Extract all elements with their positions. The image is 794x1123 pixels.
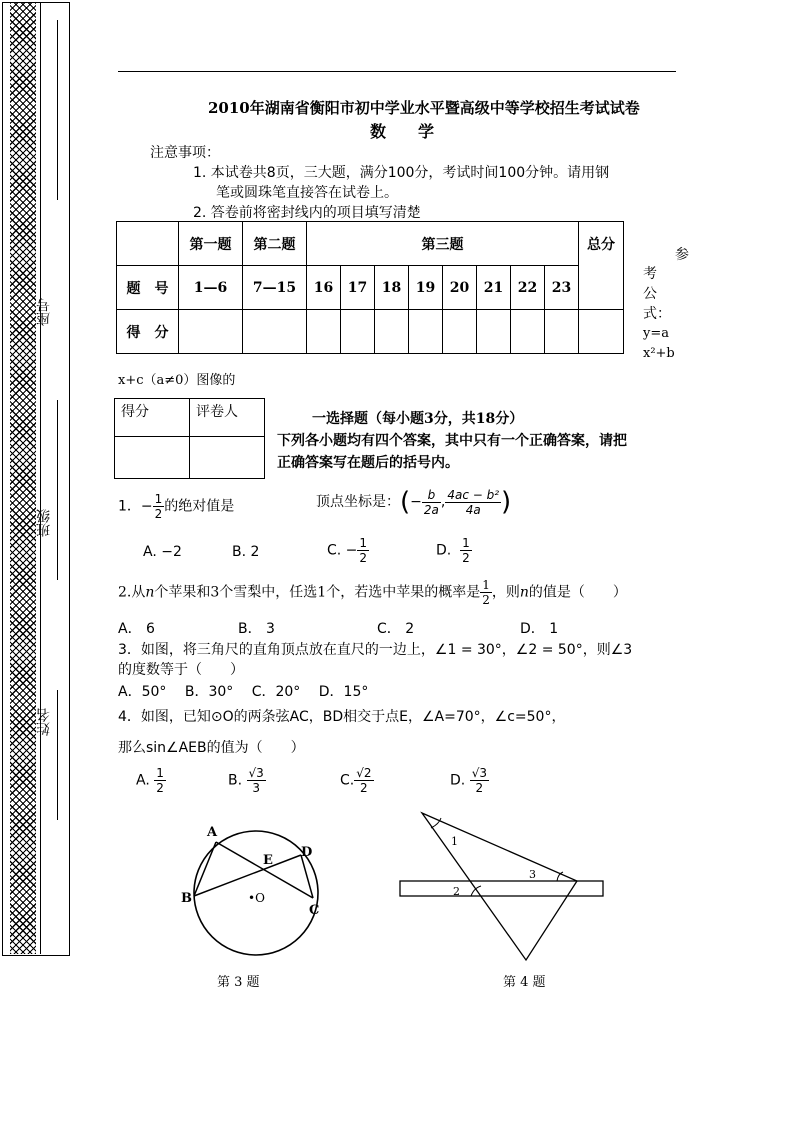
q4-option-a: A. $\frac{1}{2}$	[136, 766, 164, 795]
label-d: D	[301, 845, 313, 860]
q1-option-b: B. 2	[232, 544, 260, 560]
q1-sign: −	[140, 498, 153, 515]
number-cell: 7—15	[243, 266, 307, 310]
circle-figure	[170, 818, 340, 963]
q2-stem: 2.从n个苹果和3个雪梨中，任选1个，若选中苹果的概率是 $\frac{1}{2}$ ，则n的值是（ ）	[118, 578, 627, 607]
label-c: C	[309, 903, 320, 918]
q2-option-b: B． 3	[238, 621, 275, 637]
number-cell: 22	[511, 266, 545, 310]
seat-label: 座号	[36, 298, 52, 326]
angle-3-arc	[557, 872, 563, 881]
q1-suffix: 的绝对值是	[164, 498, 235, 515]
q1-option-d: D. $\frac{1}{2}$	[436, 536, 470, 565]
ref-eq-1: y=a	[643, 326, 669, 341]
section1-instruction-2: 正确答案写在题后的括号内。	[277, 455, 459, 471]
score-cell	[579, 310, 624, 354]
chord-ac	[216, 842, 313, 898]
exam-title: 2010年湖南省衡阳市初中学业水平暨高级中等学校招生考试试卷	[208, 99, 640, 117]
binding-pattern	[10, 2, 36, 954]
q4-option-c: C. $\frac{√2}{2}$	[340, 766, 372, 795]
grader-score-cell	[115, 437, 190, 479]
label-b: B	[181, 891, 192, 906]
grader-reviewer-label: 评卷人	[190, 399, 265, 437]
class-fill-line	[57, 400, 58, 580]
notes-item1-line1: 1. 本试卷共8页，三大题，满分100分，考试时间100分钟。请用钢	[193, 165, 610, 181]
seat-fill-line	[57, 20, 58, 200]
q2-fraction: $\frac{1}{2}$	[482, 578, 490, 607]
ref-char-gong: 公	[643, 286, 657, 302]
binding-strip	[0, 0, 74, 958]
score-header-part3: 第三题	[307, 222, 579, 266]
q4-option-b: B. $\frac{√3}{3}$	[228, 766, 264, 795]
ref-eq-2: x²+b	[643, 346, 675, 361]
notes-item1-line2: 笔或圆珠笔直接答在试卷上。	[216, 185, 398, 201]
chord-ab	[194, 842, 216, 896]
q2-option-a: A． 6	[118, 621, 155, 637]
q1-option-c: C. − $\frac{1}{2}$	[327, 536, 368, 565]
q3-line-1: 3．如图，将三角尺的直角顶点放在直尺的一边上，∠1 = 30°，∠2 = 50°，则∠3	[118, 642, 633, 658]
score-cell	[307, 310, 341, 354]
score-cell	[477, 310, 511, 354]
q3-options: A．50° B．30° C．20° D．15°	[118, 684, 369, 700]
number-cell: 21	[477, 266, 511, 310]
ref-char-kao: 考	[643, 266, 657, 282]
label-a: A	[207, 825, 218, 840]
label-e: E	[263, 853, 273, 868]
score-cell	[409, 310, 443, 354]
score-cell	[511, 310, 545, 354]
score-header-part2: 第二题	[243, 222, 307, 266]
score-cell	[443, 310, 477, 354]
caption-figure-3: 第 3 题	[217, 975, 260, 990]
grader-table	[114, 398, 265, 479]
q4-line-1: 4．如图，已知⊙O的两条弦AC，BD相交于点E，∠A=70°，∠c=50°，	[118, 709, 566, 725]
score-cell	[341, 310, 375, 354]
number-cell: 18	[375, 266, 409, 310]
score-header-part1: 第一题	[179, 222, 243, 266]
number-cell: 16	[307, 266, 341, 310]
q4-line-2: 那么sin∠AEB的值为（ ）	[118, 740, 305, 756]
section1-instruction-1: 下列各小题均有四个答案，其中只有一个正确答案，请把	[277, 433, 627, 449]
chord-bd	[194, 855, 301, 896]
q1-option-a: A. −2	[143, 544, 182, 560]
q3-line-2: 的度数等于（ ）	[118, 662, 244, 678]
q2-option-d: D． 1	[520, 621, 559, 637]
caption-figure-4: 第 4 题	[503, 975, 546, 990]
row-label-number: 题 号	[117, 266, 179, 310]
q1-stem	[118, 492, 234, 521]
number-cell: 19	[409, 266, 443, 310]
angle-3-label: 3	[529, 868, 536, 881]
label-o: •O	[248, 891, 265, 905]
q4-option-d: D. $\frac{√3}{2}$	[450, 766, 487, 795]
ref-char-shi: 式：	[643, 306, 671, 322]
number-cell: 23	[545, 266, 579, 310]
notes-heading: 注意事项：	[150, 145, 220, 161]
score-table	[116, 221, 624, 354]
angle-1-label: 1	[451, 835, 458, 848]
vertex-label: 顶点坐标是：	[316, 494, 400, 510]
q2-option-c: C． 2	[377, 621, 415, 637]
ref-eq-3: x+c（a≠0）图像的	[118, 373, 236, 388]
triangle-ruler-figure	[395, 808, 610, 963]
ref-char-can: 参	[675, 247, 689, 263]
number-cell: 17	[341, 266, 375, 310]
row-label-score: 得 分	[117, 310, 179, 354]
score-cell	[243, 310, 307, 354]
q1-fraction: $\frac{1}{2}$	[154, 492, 163, 521]
notes-item2: 2. 答卷前将密封线内的项目填写清楚	[193, 205, 421, 221]
score-cell	[545, 310, 579, 354]
score-header-total: 总分	[579, 222, 624, 310]
section1-heading: 一选择题（每小题3分，共18分）	[312, 411, 524, 427]
score-table-corner	[117, 222, 179, 266]
set-square	[422, 813, 577, 960]
score-cell	[375, 310, 409, 354]
name-label: 姓名	[36, 708, 52, 736]
class-label: 班级	[36, 509, 52, 537]
number-cell: 1—6	[179, 266, 243, 310]
vertex-formula: 顶点坐标是：(− $\frac{b}{2a}$ , $\frac{\text{4ac − b²}}{4a}$ )	[316, 487, 512, 517]
top-rule	[118, 71, 676, 72]
binding-seal-line	[40, 2, 41, 954]
subject-title: 数 学	[370, 122, 435, 141]
angle-2-label: 2	[453, 885, 460, 898]
q1-prefix: 1．	[118, 498, 141, 515]
number-cell: 20	[443, 266, 477, 310]
grader-reviewer-cell	[190, 437, 265, 479]
score-cell	[179, 310, 243, 354]
name-fill-line	[57, 690, 58, 820]
grader-score-label: 得分	[115, 399, 190, 437]
